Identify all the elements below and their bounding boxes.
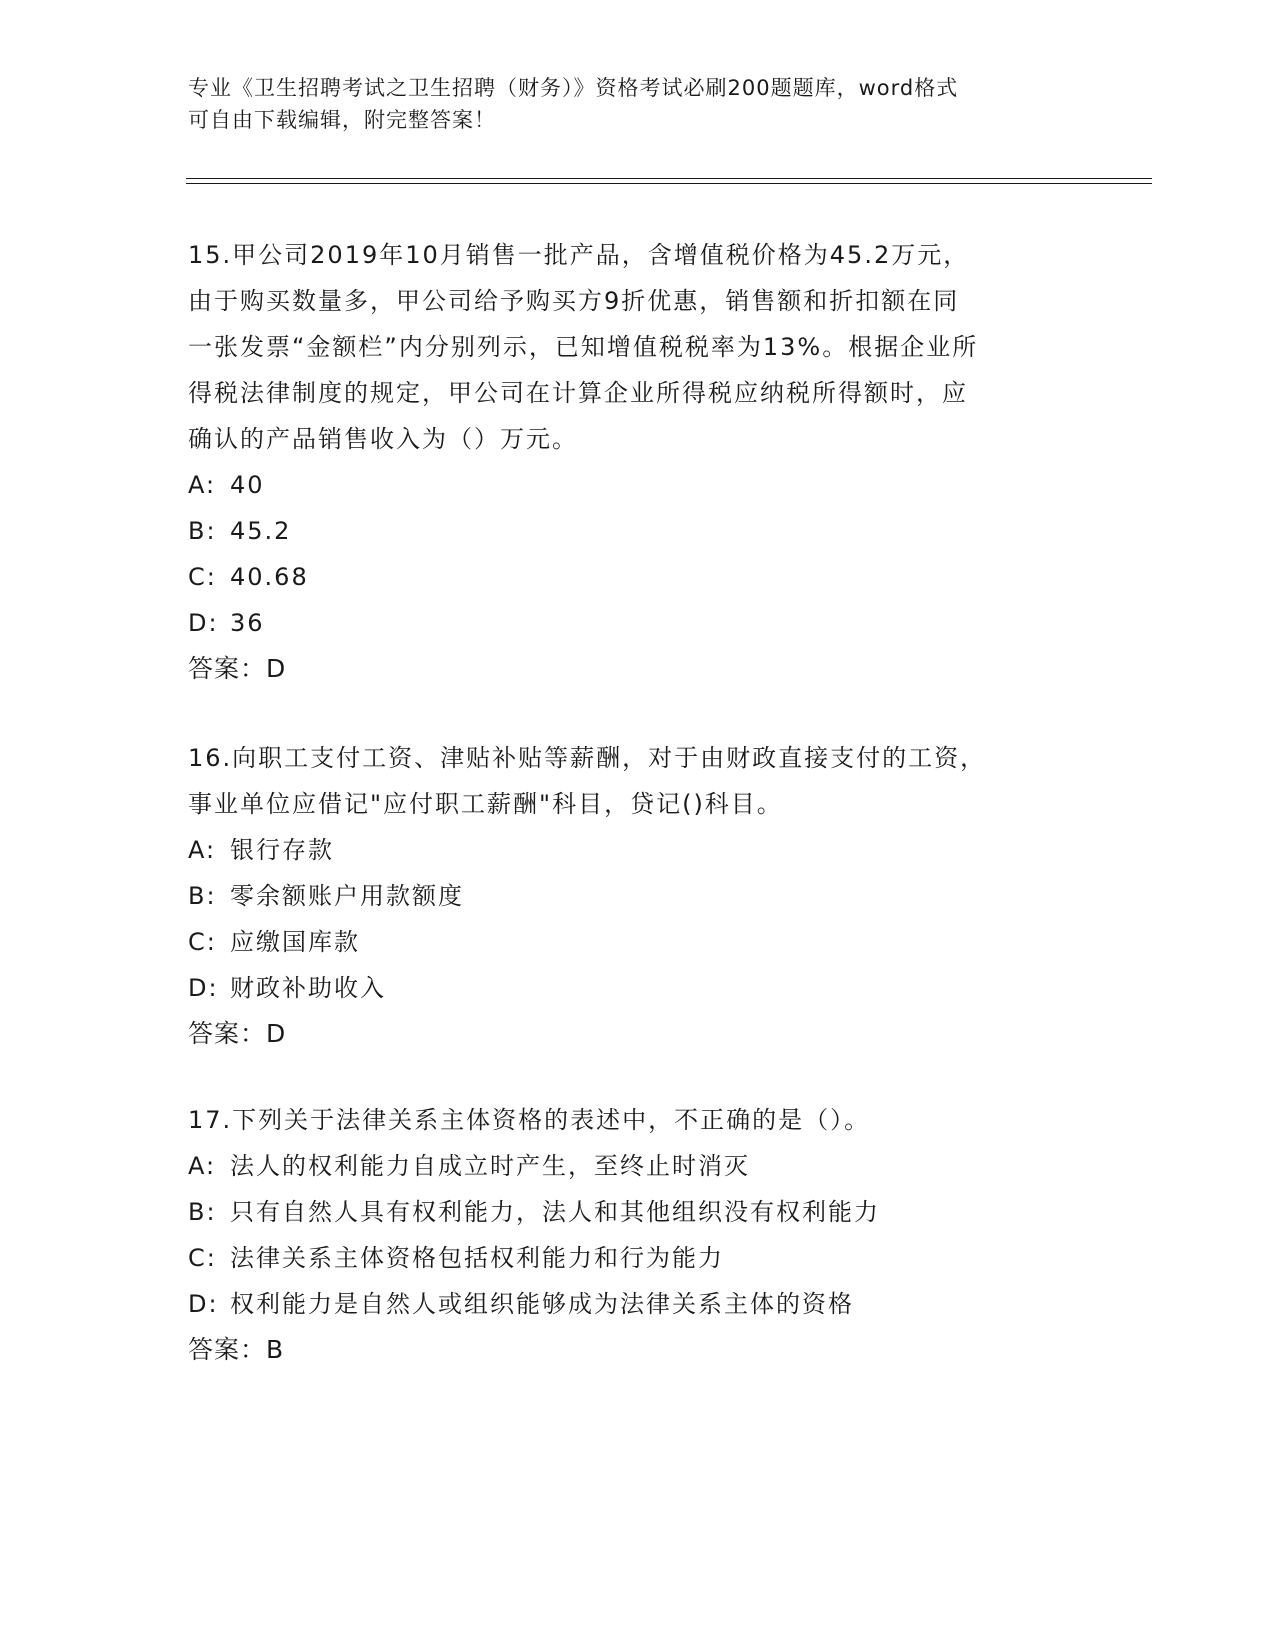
option-c <box>188 554 1088 600</box>
option-a <box>188 462 1088 508</box>
answer-line: 答案：D <box>188 654 287 683</box>
option-text: 法人的权利能力自成立时产生，至终止时消灭 <box>230 1152 750 1180</box>
option-label: A: <box>188 836 217 864</box>
header-rule-top <box>186 178 1152 179</box>
question-15 <box>188 232 1088 692</box>
option-label: D: <box>188 974 219 1002</box>
question-stem-line: 得税法律制度的规定，甲公司在计算企业所得税应纳税所得额时，应 <box>188 379 968 407</box>
question-16 <box>188 735 1088 1057</box>
option-label: B: <box>188 1198 217 1226</box>
option-label: D: <box>188 609 219 637</box>
option-a <box>188 827 1088 873</box>
option-label: D: <box>188 1290 219 1318</box>
option-a <box>188 1143 1088 1189</box>
option-text: 36 <box>230 609 265 637</box>
answer-line: 答案：B <box>188 1335 285 1364</box>
option-label: A: <box>188 1152 217 1180</box>
option-text: 40 <box>230 471 265 499</box>
option-c <box>188 919 1088 965</box>
question-stem-line: 15.甲公司2019年10月销售一批产品，含增值税价格为45.2万元， <box>188 241 970 269</box>
option-d <box>188 1281 1088 1327</box>
option-b <box>188 508 1088 554</box>
option-label: B: <box>188 517 217 545</box>
option-text: 权利能力是自然人或组织能够成为法律关系主体的资格 <box>230 1290 854 1318</box>
option-text: 应缴国库款 <box>230 928 360 956</box>
question-17 <box>188 1097 1088 1373</box>
option-d <box>188 965 1088 1011</box>
header-rule-bottom <box>186 183 1152 184</box>
option-label: C: <box>188 563 217 591</box>
option-text: 财政补助收入 <box>230 974 386 1002</box>
option-label: C: <box>188 928 217 956</box>
option-label: A: <box>188 471 217 499</box>
option-b <box>188 1189 1088 1235</box>
option-text: 法律关系主体资格包括权利能力和行为能力 <box>230 1244 724 1272</box>
option-text: 银行存款 <box>230 836 334 864</box>
option-b <box>188 873 1088 919</box>
option-text: 45.2 <box>230 517 292 545</box>
question-stem-line: 由于购买数量多，甲公司给予购买方9折优惠，销售额和折扣额在同 <box>188 287 960 315</box>
option-c <box>188 1235 1088 1281</box>
option-d <box>188 600 1088 646</box>
header-line-2: 可自由下载编辑，附完整答案！ <box>188 108 496 132</box>
question-stem-line: 确认的产品销售收入为（）万元。 <box>188 425 578 453</box>
option-label: B: <box>188 882 217 910</box>
option-text: 40.68 <box>230 563 309 591</box>
question-stem-line: 一张发票“金额栏”内分别列示，已知增值税税率为13%。根据企业所 <box>188 333 979 361</box>
answer-line: 答案：D <box>188 1019 287 1048</box>
question-stem-line: 16.向职工支付工资、津贴补贴等薪酬，对于由财政直接支付的工资， <box>188 744 987 772</box>
option-text: 只有自然人具有权利能力，法人和其他组织没有权利能力 <box>230 1198 880 1226</box>
question-stem-line: 17.下列关于法律关系主体资格的表述中，不正确的是（）。 <box>188 1106 871 1134</box>
option-text: 零余额账户用款额度 <box>230 882 464 910</box>
option-label: C: <box>188 1244 217 1272</box>
header-line-1: 专业《卫生招聘考试之卫生招聘（财务）》资格考试必刷200题题库，word格式 <box>188 76 959 100</box>
question-stem-line: 事业单位应借记"应付职工薪酬"科目，贷记()科目。 <box>188 790 783 818</box>
document-header <box>188 72 1088 136</box>
